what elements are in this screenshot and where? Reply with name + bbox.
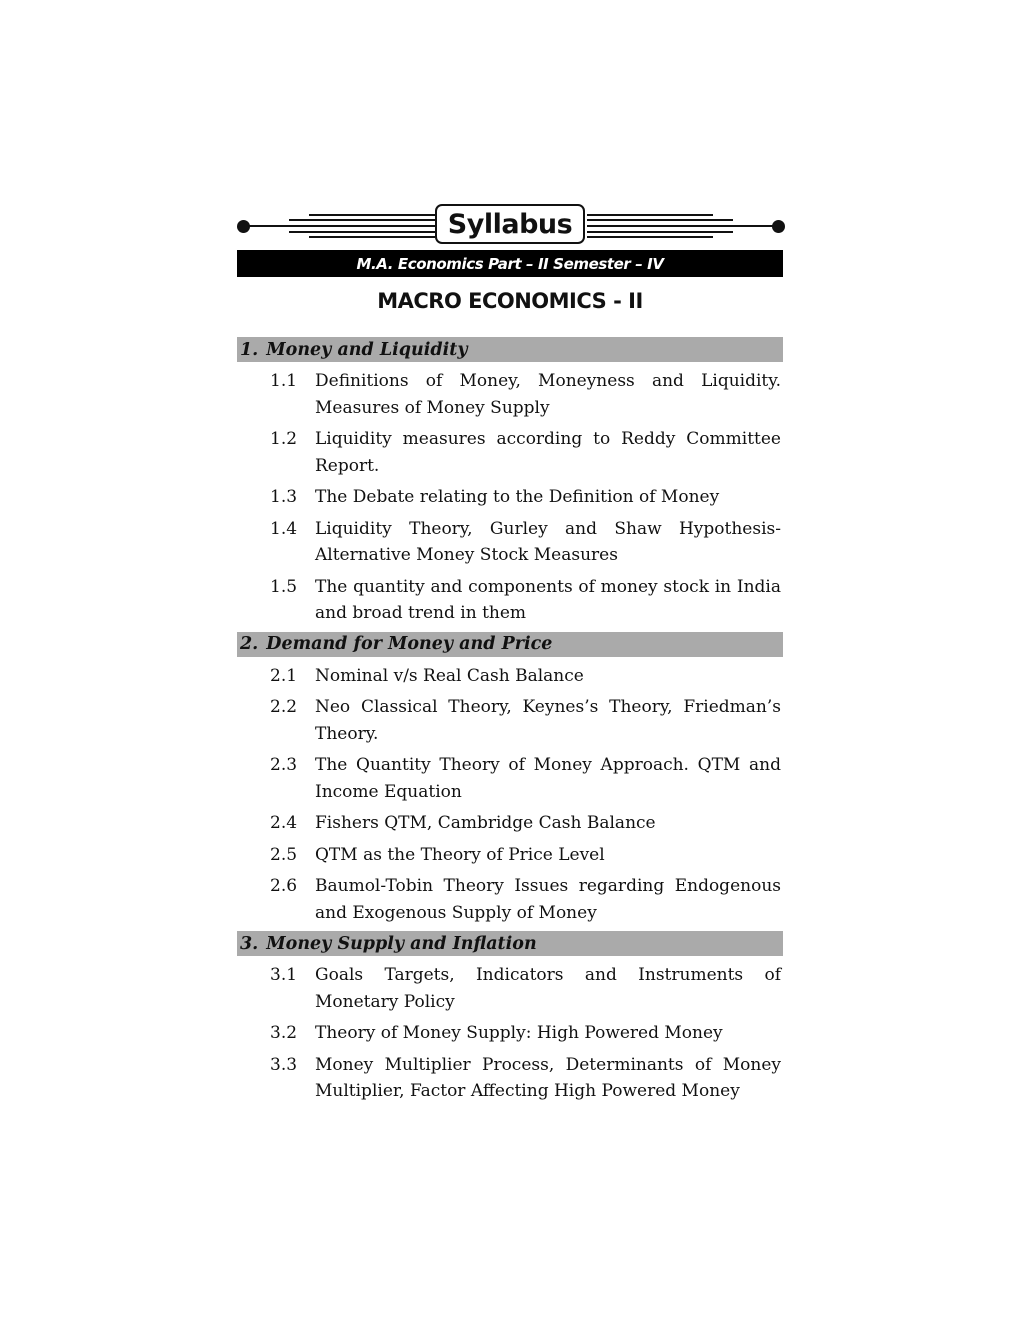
unit-number: 3. — [240, 933, 259, 954]
topic-text: Goals Targets, Indicators and Instruments of Monetary Policy — [315, 965, 781, 1012]
topic-item — [237, 1020, 783, 1047]
syllabus-title: Syllabus — [435, 204, 585, 244]
topic-text: QTM as the Theory of Price Level — [315, 844, 605, 865]
topic-number: 1.1 — [270, 371, 298, 391]
topic-text: Neo Classical Theory, Keynes’s Theory, Friedman’s Theory. — [315, 697, 781, 744]
topic-text: The quantity and components of money stock in India and broad trend in them — [315, 576, 781, 623]
topic-number: 3.1 — [270, 965, 298, 985]
topic-item — [237, 842, 783, 869]
topic-item — [237, 368, 783, 421]
topic-number: 2.1 — [270, 665, 298, 686]
topic-text: Theory of Money Supply: High Powered Money — [315, 1023, 723, 1043]
unit-heading — [237, 931, 783, 956]
topic-number: 1.2 — [270, 429, 298, 449]
topic-text: Liquidity Theory, Gurley and Shaw Hypothesis- Alternative Money Stock Measures — [315, 518, 781, 565]
topic-item — [237, 663, 783, 690]
topic-number: 1.3 — [270, 487, 298, 507]
topic-number: 2.3 — [270, 755, 298, 775]
topic-text: Fishers QTM, Cambridge Cash Balance — [315, 813, 656, 833]
topic-item — [237, 873, 783, 926]
unit-number: 1. — [240, 339, 259, 360]
topic-number: 3.2 — [270, 1023, 298, 1043]
unit-list — [237, 337, 783, 1105]
unit-section — [237, 931, 783, 1105]
unit-title: Money and Liquidity — [266, 339, 468, 360]
topic-text: Definitions of Money, Moneyness and Liquidity. Measures of Money Supply — [315, 371, 781, 418]
right-bullet-ornament — [772, 220, 785, 233]
topic-text: The Quantity Theory of Money Approach. QTM and Income Equation — [315, 755, 781, 802]
topic-item — [237, 484, 783, 511]
topic-item — [237, 694, 783, 747]
topic-item — [237, 426, 783, 479]
unit-heading — [237, 632, 783, 657]
topic-text: Money Multiplier Process, Determinants of Money Multiplier, Factor Affecting High Powered Money — [315, 1054, 781, 1101]
topic-text: The Debate relating to the Definition of Money — [315, 487, 720, 507]
syllabus-header — [237, 204, 783, 248]
unit-section — [237, 337, 783, 627]
topic-item — [237, 574, 783, 627]
topic-item — [237, 752, 783, 805]
topic-text: Liquidity measures according to Reddy Committee Report. — [315, 429, 781, 476]
topic-number: 1.5 — [270, 576, 298, 597]
topic-text: Baumol-Tobin Theory Issues regarding Endogenous and Exogenous Supply of Money — [315, 876, 781, 923]
right-rule-ornament — [587, 214, 773, 238]
topic-number: 3.3 — [270, 1054, 298, 1075]
topic-number: 2.5 — [270, 844, 298, 865]
topic-item — [237, 516, 783, 569]
topic-text: Nominal v/s Real Cash Balance — [315, 665, 584, 686]
unit-heading — [237, 337, 783, 362]
topic-number: 1.4 — [270, 518, 298, 539]
topic-item — [237, 810, 783, 837]
topic-item — [237, 1052, 783, 1105]
topic-number: 2.4 — [270, 813, 298, 833]
unit-number: 2. — [240, 634, 259, 654]
topic-number: 2.6 — [270, 876, 298, 896]
topic-item — [237, 962, 783, 1015]
syllabus-page — [237, 204, 783, 1110]
unit-section — [237, 632, 783, 927]
subject-title: MACRO ECONOMICS - II — [377, 289, 643, 313]
semester-banner: M.A. Economics Part – II Semester – IV — [237, 250, 783, 277]
topic-number: 2.2 — [270, 697, 298, 717]
left-rule-ornament — [249, 214, 435, 238]
unit-title: Money Supply and Inflation — [266, 933, 537, 954]
unit-title: Demand for Money and Price — [266, 634, 553, 654]
